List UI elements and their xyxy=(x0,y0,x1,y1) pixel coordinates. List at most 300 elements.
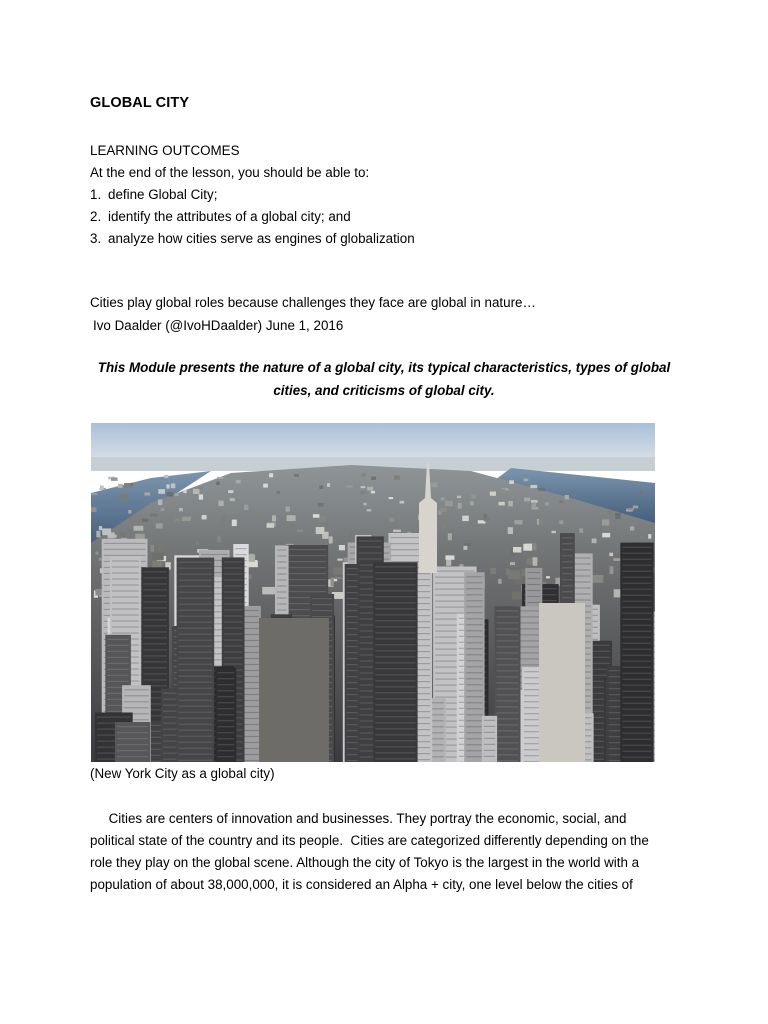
window-row xyxy=(375,602,416,603)
distant-block xyxy=(316,527,325,534)
window-row xyxy=(497,652,519,653)
window-row xyxy=(375,590,416,591)
window-row xyxy=(117,738,148,739)
window-row xyxy=(375,692,416,693)
window-row xyxy=(375,716,416,717)
window-row xyxy=(179,562,213,563)
window-row xyxy=(466,660,482,661)
window-row xyxy=(375,668,416,669)
window-row xyxy=(179,700,213,701)
window-row xyxy=(622,751,651,752)
window-row xyxy=(217,678,234,679)
window-row xyxy=(312,610,332,611)
distant-block xyxy=(499,489,505,494)
window-row xyxy=(435,571,474,572)
window-row xyxy=(217,672,234,673)
window-row xyxy=(107,675,129,676)
window-row xyxy=(466,744,482,745)
window-row xyxy=(622,607,651,608)
window-row xyxy=(375,608,416,609)
distant-block xyxy=(524,479,529,482)
window-row xyxy=(375,704,416,705)
distant-block xyxy=(559,501,563,503)
window-row xyxy=(179,706,213,707)
window-row xyxy=(622,715,651,716)
window-row xyxy=(466,576,482,577)
window-row xyxy=(287,567,327,568)
window-row xyxy=(143,679,167,680)
window-row xyxy=(217,684,234,685)
window-row xyxy=(107,681,129,682)
distant-block xyxy=(267,523,274,528)
window-row xyxy=(622,721,651,722)
window-row xyxy=(143,595,167,596)
distant-block xyxy=(120,495,127,498)
distant-block xyxy=(134,526,144,531)
window-row xyxy=(107,639,129,640)
tower xyxy=(345,564,360,762)
window-row xyxy=(217,720,234,721)
window-row xyxy=(622,601,651,602)
window-row xyxy=(224,621,243,622)
window-row xyxy=(287,573,327,574)
distant-block xyxy=(539,519,544,525)
distant-block xyxy=(111,478,118,481)
distant-block xyxy=(124,483,131,488)
distant-block xyxy=(630,526,634,530)
window-row xyxy=(235,548,246,549)
distant-block xyxy=(95,552,98,555)
distant-block xyxy=(431,482,437,487)
distant-block xyxy=(118,484,123,488)
window-row xyxy=(217,732,234,733)
window-row xyxy=(179,580,213,581)
distant-block xyxy=(202,515,207,519)
window-row xyxy=(573,581,591,582)
window-row xyxy=(224,639,243,640)
window-row xyxy=(484,744,495,745)
distant-block xyxy=(232,520,237,527)
window-row xyxy=(527,590,540,591)
window-row xyxy=(224,627,243,628)
window-row xyxy=(224,573,243,574)
window-row xyxy=(287,579,327,580)
window-row xyxy=(375,584,416,585)
distant-block xyxy=(508,527,513,534)
window-row xyxy=(179,676,213,677)
window-row xyxy=(124,701,149,702)
window-row xyxy=(201,554,228,555)
distant-block xyxy=(608,511,612,514)
window-row xyxy=(179,694,213,695)
window-row xyxy=(347,634,358,635)
distant-block xyxy=(175,493,179,496)
window-row xyxy=(359,540,382,541)
window-row xyxy=(527,596,540,597)
window-row xyxy=(224,585,243,586)
distant-block xyxy=(445,501,453,507)
distant-block xyxy=(367,509,372,511)
window-row xyxy=(347,580,358,581)
window-row xyxy=(466,594,482,595)
window-row xyxy=(112,626,139,627)
window-row xyxy=(622,631,651,632)
window-row xyxy=(375,686,416,687)
distant-block xyxy=(152,553,163,561)
window-row xyxy=(277,603,287,604)
window-row xyxy=(143,631,167,632)
distant-block xyxy=(228,490,233,493)
distant-block xyxy=(438,517,442,521)
window-row xyxy=(347,646,358,647)
window-row xyxy=(466,582,482,583)
window-row xyxy=(484,750,495,751)
window-row xyxy=(497,622,519,623)
distant-block xyxy=(286,507,290,512)
window-row xyxy=(287,561,327,562)
window-row xyxy=(622,565,651,566)
window-row xyxy=(347,664,358,665)
distant-block xyxy=(102,528,111,535)
distant-block xyxy=(228,510,234,514)
window-row xyxy=(112,584,139,585)
window-row xyxy=(217,750,234,751)
distant-block xyxy=(151,545,155,552)
window-row xyxy=(375,728,416,729)
window-row xyxy=(466,720,482,721)
distant-block xyxy=(552,531,556,533)
window-row xyxy=(143,583,167,584)
window-row xyxy=(107,645,129,646)
distant-block xyxy=(514,520,522,524)
distant-block xyxy=(166,484,169,488)
window-row xyxy=(179,634,213,635)
distant-block xyxy=(440,504,444,506)
window-row xyxy=(347,670,358,671)
window-row xyxy=(375,614,416,615)
window-row xyxy=(622,757,651,758)
outcome-number: 1. xyxy=(90,187,102,202)
distant-block xyxy=(389,497,394,499)
window-row xyxy=(466,612,482,613)
window-row xyxy=(112,578,139,579)
window-row xyxy=(347,688,358,689)
distant-block xyxy=(249,574,252,579)
window-row xyxy=(484,726,495,727)
window-row xyxy=(375,566,416,567)
window-row xyxy=(466,690,482,691)
distant-block xyxy=(515,490,520,492)
distant-block xyxy=(565,495,569,500)
distant-block xyxy=(506,569,509,576)
window-row xyxy=(143,589,167,590)
tower xyxy=(177,558,215,762)
window-row xyxy=(224,567,243,568)
distant-block xyxy=(602,519,609,525)
window-row xyxy=(375,650,416,651)
photo-caption: (New York City as a global city) xyxy=(90,766,275,781)
window-row xyxy=(347,616,358,617)
window-row xyxy=(622,583,651,584)
window-row xyxy=(104,543,146,544)
window-row xyxy=(217,696,234,697)
window-row xyxy=(466,756,482,757)
window-row xyxy=(497,670,519,671)
distant-block xyxy=(533,557,538,566)
window-row xyxy=(224,591,243,592)
window-row xyxy=(347,706,358,707)
body-line: political state of the country and its people. Cities are categorized differently depending on the xyxy=(90,833,649,848)
distant-block xyxy=(100,486,104,490)
window-row xyxy=(112,614,139,615)
window-row xyxy=(179,646,213,647)
window-row xyxy=(179,742,213,743)
window-row xyxy=(622,733,651,734)
window-row xyxy=(622,655,651,656)
distant-block xyxy=(99,526,102,530)
tower xyxy=(495,606,521,762)
window-row xyxy=(217,690,234,691)
window-row xyxy=(107,651,129,652)
distant-block xyxy=(363,503,366,506)
window-row xyxy=(466,648,482,649)
window-row xyxy=(347,640,358,641)
window-row xyxy=(466,666,482,667)
distant-block xyxy=(335,577,342,579)
window-row xyxy=(466,714,482,715)
distant-block xyxy=(559,520,563,524)
window-row xyxy=(179,664,213,665)
outcome-number: 2. xyxy=(90,209,102,224)
quote-text: Cities play global roles because challenges they face are global in nature… xyxy=(90,295,536,310)
outcome-text: identify the attributes of a global city; and xyxy=(108,209,351,224)
distant-block xyxy=(156,523,163,528)
outcome-item xyxy=(90,228,415,250)
window-row xyxy=(497,688,519,689)
window-row xyxy=(375,656,416,657)
window-row xyxy=(466,600,482,601)
window-row xyxy=(277,549,287,550)
window-row xyxy=(466,630,482,631)
distant-block xyxy=(508,501,513,507)
window-row xyxy=(347,754,358,755)
distant-block xyxy=(360,491,366,495)
module-intro-line: This Module presents the nature of a global city, its typical characteristics, types of global xyxy=(97,360,671,375)
window-row xyxy=(143,673,167,674)
window-row xyxy=(112,566,139,567)
window-row xyxy=(375,698,416,699)
window-row xyxy=(217,714,234,715)
foreground-tower xyxy=(539,603,585,762)
window-row xyxy=(622,745,651,746)
window-row xyxy=(217,756,234,757)
window-row xyxy=(466,654,482,655)
distant-block xyxy=(510,562,515,565)
window-row xyxy=(347,712,358,713)
distant-block xyxy=(361,486,366,488)
window-row xyxy=(562,591,573,592)
window-row xyxy=(179,682,213,683)
learning-outcomes-intro: At the end of the lesson, you should be able to: xyxy=(90,165,370,180)
window-row xyxy=(312,604,332,605)
distant-block xyxy=(219,501,224,506)
window-row xyxy=(217,708,234,709)
window-row xyxy=(497,640,519,641)
distant-block xyxy=(610,566,614,574)
module-intro xyxy=(90,357,678,402)
distant-block xyxy=(393,530,401,533)
window-row xyxy=(622,595,651,596)
learning-outcomes-heading: LEARNING OUTCOMES xyxy=(90,143,240,158)
distant-block xyxy=(592,575,603,583)
window-row xyxy=(277,585,287,586)
window-row xyxy=(466,732,482,733)
window-row xyxy=(497,694,519,695)
window-row xyxy=(124,707,149,708)
distant-block xyxy=(331,578,334,586)
window-row xyxy=(375,746,416,747)
epigraph-quote xyxy=(90,292,536,337)
distant-block xyxy=(135,534,145,539)
window-row xyxy=(497,748,519,749)
distant-block xyxy=(313,514,320,518)
window-row xyxy=(622,643,651,644)
window-row xyxy=(179,610,213,611)
distant-block xyxy=(390,518,395,522)
distant-block xyxy=(319,486,323,489)
window-row xyxy=(347,622,358,623)
window-row xyxy=(312,616,332,617)
window-row xyxy=(117,732,148,733)
distant-block xyxy=(458,503,462,509)
window-row xyxy=(217,702,234,703)
window-row xyxy=(179,658,213,659)
window-row xyxy=(497,718,519,719)
window-row xyxy=(622,679,651,680)
quote-attribution: Ivo Daalder (@IvoHDaalder) June 1, 2016 xyxy=(93,317,344,333)
window-row xyxy=(347,586,358,587)
outcome-item xyxy=(90,184,415,206)
distant-block xyxy=(152,561,162,568)
distant-block xyxy=(532,503,536,508)
distant-block xyxy=(128,510,131,514)
distant-block xyxy=(230,498,235,501)
window-row xyxy=(466,726,482,727)
distant-block xyxy=(524,498,530,502)
window-row xyxy=(466,738,482,739)
window-row xyxy=(179,568,213,569)
window-row xyxy=(179,652,213,653)
distant-block xyxy=(329,536,333,543)
window-row xyxy=(466,636,482,637)
window-row xyxy=(497,646,519,647)
distant-block xyxy=(513,547,521,553)
window-row xyxy=(375,596,416,597)
outcome-text: analyze how cities serve as engines of globalization xyxy=(108,231,415,246)
distant-block xyxy=(182,517,191,521)
distant-block xyxy=(640,491,643,496)
window-row xyxy=(97,717,131,718)
distant-block xyxy=(457,496,461,498)
distant-block xyxy=(350,532,353,537)
distant-block xyxy=(362,473,366,477)
window-row xyxy=(235,554,246,555)
tower xyxy=(373,562,418,762)
window-row xyxy=(622,667,651,668)
window-row xyxy=(179,718,213,719)
distant-block xyxy=(150,514,157,517)
window-row xyxy=(179,670,213,671)
distant-block xyxy=(394,476,400,480)
outcome-text: define Global City; xyxy=(108,187,218,202)
window-row xyxy=(466,672,482,673)
distant-block xyxy=(440,508,446,512)
window-row xyxy=(112,632,139,633)
window-row xyxy=(347,742,358,743)
window-row xyxy=(466,696,482,697)
window-row xyxy=(573,593,591,594)
window-row xyxy=(347,568,358,569)
distant-block xyxy=(244,504,248,510)
window-row xyxy=(497,676,519,677)
window-row xyxy=(527,584,540,585)
window-row xyxy=(375,620,416,621)
city-aerial-illustration xyxy=(91,423,655,762)
window-row xyxy=(143,625,167,626)
window-row xyxy=(224,663,243,664)
window-row xyxy=(573,587,591,588)
window-row xyxy=(107,663,129,664)
window-row xyxy=(347,628,358,629)
window-row xyxy=(622,619,651,620)
window-row xyxy=(112,608,139,609)
window-row xyxy=(104,549,146,550)
window-row xyxy=(573,569,591,570)
window-row xyxy=(347,598,358,599)
window-row xyxy=(375,572,416,573)
window-row xyxy=(466,684,482,685)
window-row xyxy=(497,736,519,737)
window-row xyxy=(287,549,327,550)
window-row xyxy=(179,730,213,731)
distant-block xyxy=(579,528,583,533)
distant-block xyxy=(91,507,97,512)
distant-block xyxy=(318,503,324,506)
window-row xyxy=(143,619,167,620)
distant-block xyxy=(263,484,268,488)
window-row xyxy=(497,742,519,743)
window-row xyxy=(562,561,573,562)
distant-block xyxy=(523,544,532,551)
window-row xyxy=(622,697,651,698)
window-row xyxy=(277,579,287,580)
distant-block xyxy=(639,536,644,539)
window-row xyxy=(622,553,651,554)
outcome-number: 3. xyxy=(90,231,102,246)
window-row xyxy=(287,591,327,592)
distant-block xyxy=(464,543,471,546)
window-row xyxy=(107,669,129,670)
window-row xyxy=(224,633,243,634)
window-row xyxy=(466,618,482,619)
window-row xyxy=(562,579,573,580)
window-row xyxy=(224,603,243,604)
distant-block xyxy=(158,489,165,494)
window-row xyxy=(143,649,167,650)
window-row xyxy=(143,607,167,608)
window-row xyxy=(562,567,573,568)
window-row xyxy=(375,578,416,579)
